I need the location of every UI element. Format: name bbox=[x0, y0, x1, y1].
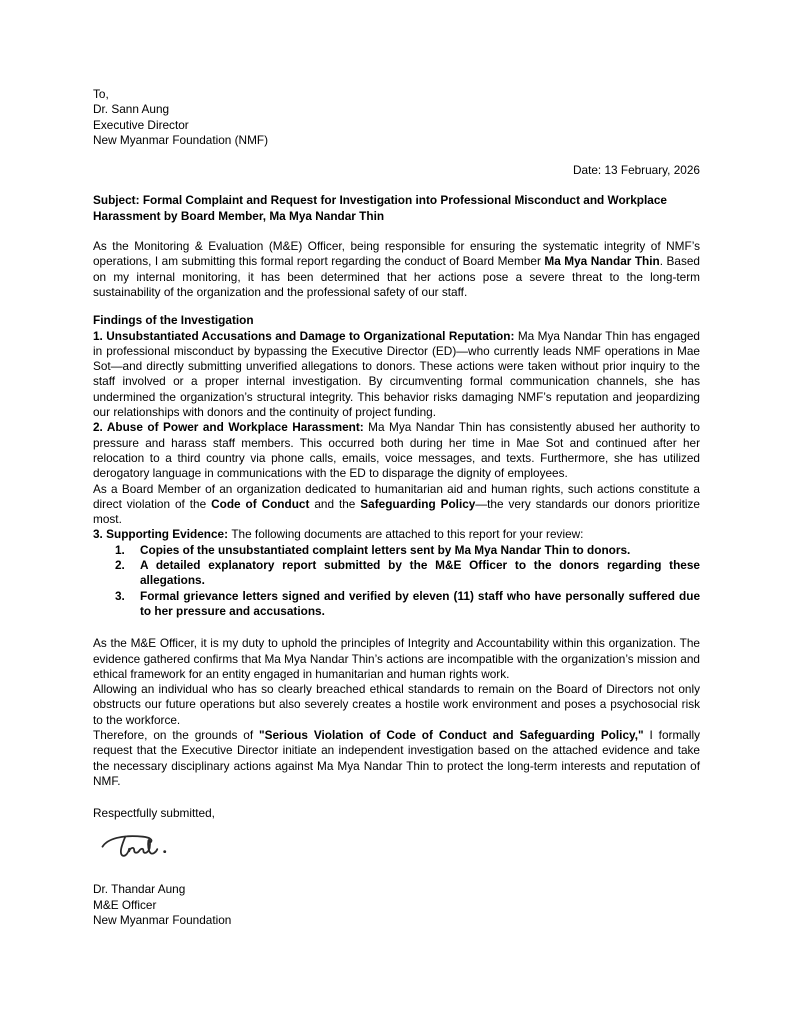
recipient-block bbox=[93, 87, 700, 148]
recipient-salutation: To, bbox=[93, 87, 109, 101]
finding-3-paragraph: 3. Supporting Evidence: The following documents are attached to this report for your review: bbox=[93, 527, 584, 542]
intro-paragraph: As the Monitoring & Evaluation (M&E) Officer, being responsible for ensuring the systematic integrity of NMF’s operations, I am submitting this formal report regarding the conduct of Board Member Ma Mya Nandar Thin. Based on my internal monitoring, it has been determined that her actions pose a severe threat to the long-term sustainability of the organization and the professional safety of our staff. bbox=[93, 239, 700, 299]
finding-2-paragraph: 2. Abuse of Power and Workplace Harassment: Ma Mya Nandar Thin has consistently abused her authority to pressure and harass staff members. This occurred both during her time in Mae Sot and continued after her relocation to a third country via phone calls, emails, voice messages, and texts. Furthermore, she has utilized derogatory language in communications with the ED to disparage the dignity of employees. bbox=[93, 420, 700, 481]
board-member-paragraph: As a Board Member of an organization dedicated to humanitarian aid and human rights, such actions constitute a direct violation of the Code of Conduct and the Safeguarding Policy—the very standards our donors prioritize most. bbox=[93, 481, 700, 527]
closing-paragraph-1: As the M&E Officer, it is my duty to uphold the principles of Integrity and Accountability within this organization. The evidence gathered confirms that Ma Mya Nandar Thin’s actions are incompatible with the organization’s mission and ethical framework for an entity engaged in humanitarian and human rights work. bbox=[93, 636, 700, 681]
evidence-item-1 bbox=[93, 543, 700, 558]
recipient-organization: New Myanmar Foundation (NMF) bbox=[93, 132, 269, 147]
evidence-list bbox=[93, 543, 700, 619]
evidence-item-1-marker: 1. bbox=[115, 542, 125, 557]
findings-heading: Findings of the Investigation bbox=[93, 313, 254, 328]
closing-paragraph-2: Allowing an individual who has so clearly breached ethical standards to remain on the Board of Directors not only obstructs our future operations but also severely creates a hostile work environment and poses a psychosocial risk to the workforce. bbox=[93, 682, 700, 727]
evidence-item-3 bbox=[93, 589, 700, 620]
sign-off: Respectfully submitted, bbox=[93, 806, 215, 821]
evidence-item-2-marker: 2. bbox=[115, 558, 125, 573]
recipient-name: Dr. Sann Aung bbox=[93, 102, 170, 117]
evidence-item-2 bbox=[93, 558, 700, 589]
signer-name: Dr. Thandar Aung bbox=[93, 882, 186, 897]
evidence-item-2-text: A detailed explanatory report submitted by the M&E Officer to the donors regarding these allegations. bbox=[140, 558, 700, 588]
signature-image bbox=[99, 831, 175, 863]
closing-paragraph-3: Therefore, on the grounds of "Serious Violation of Code of Conduct and Safeguarding Policy," I formally request that the Executive Director initiate an independent investigation based on the attached evidence and take the necessary disciplinary actions against Ma Mya Nandar Thin to protect the long-term interests and reputation of NMF. bbox=[93, 727, 700, 788]
date-line: Date: 13 February, 2026 bbox=[572, 163, 700, 178]
signer-title: M&E Officer bbox=[93, 897, 157, 912]
subject-line: Subject: Formal Complaint and Request for Investigation into Professional Misconduct and Workplace Harassment by Board Member, Ma Mya Nandar Thin bbox=[93, 193, 667, 223]
handwritten-signature bbox=[93, 831, 700, 873]
recipient-title: Executive Director bbox=[93, 117, 189, 132]
evidence-item-3-marker: 3. bbox=[115, 588, 125, 603]
signer-organization: New Myanmar Foundation bbox=[93, 913, 232, 928]
signer-block bbox=[93, 882, 700, 928]
evidence-item-3-text: Formal grievance letters signed and verified by eleven (11) staff who have personally suffered due to her pressure and accusations. bbox=[140, 588, 700, 618]
finding-1-paragraph: 1. Unsubstantiated Accusations and Damage to Organizational Reputation: Ma Mya Nandar Thin has engaged in professional misconduct by bypassing the Executive Director (ED)—who currently leads NMF operations in Mae Sot—and directly submitting unverified allegations to donors. These actions were taken without prior inquiry to the staff involved or a proper internal investigation. By circumventing formal communication channels, she has undermined the organization’s structural integrity. This behavior risks damaging NMF’s reputation and jeopardizing our relationships with donors and the continuity of project funding. bbox=[93, 328, 700, 420]
evidence-item-1-text: Copies of the unsubstantiated complaint letters sent by Ma Mya Nandar Thin to donors. bbox=[140, 542, 631, 557]
